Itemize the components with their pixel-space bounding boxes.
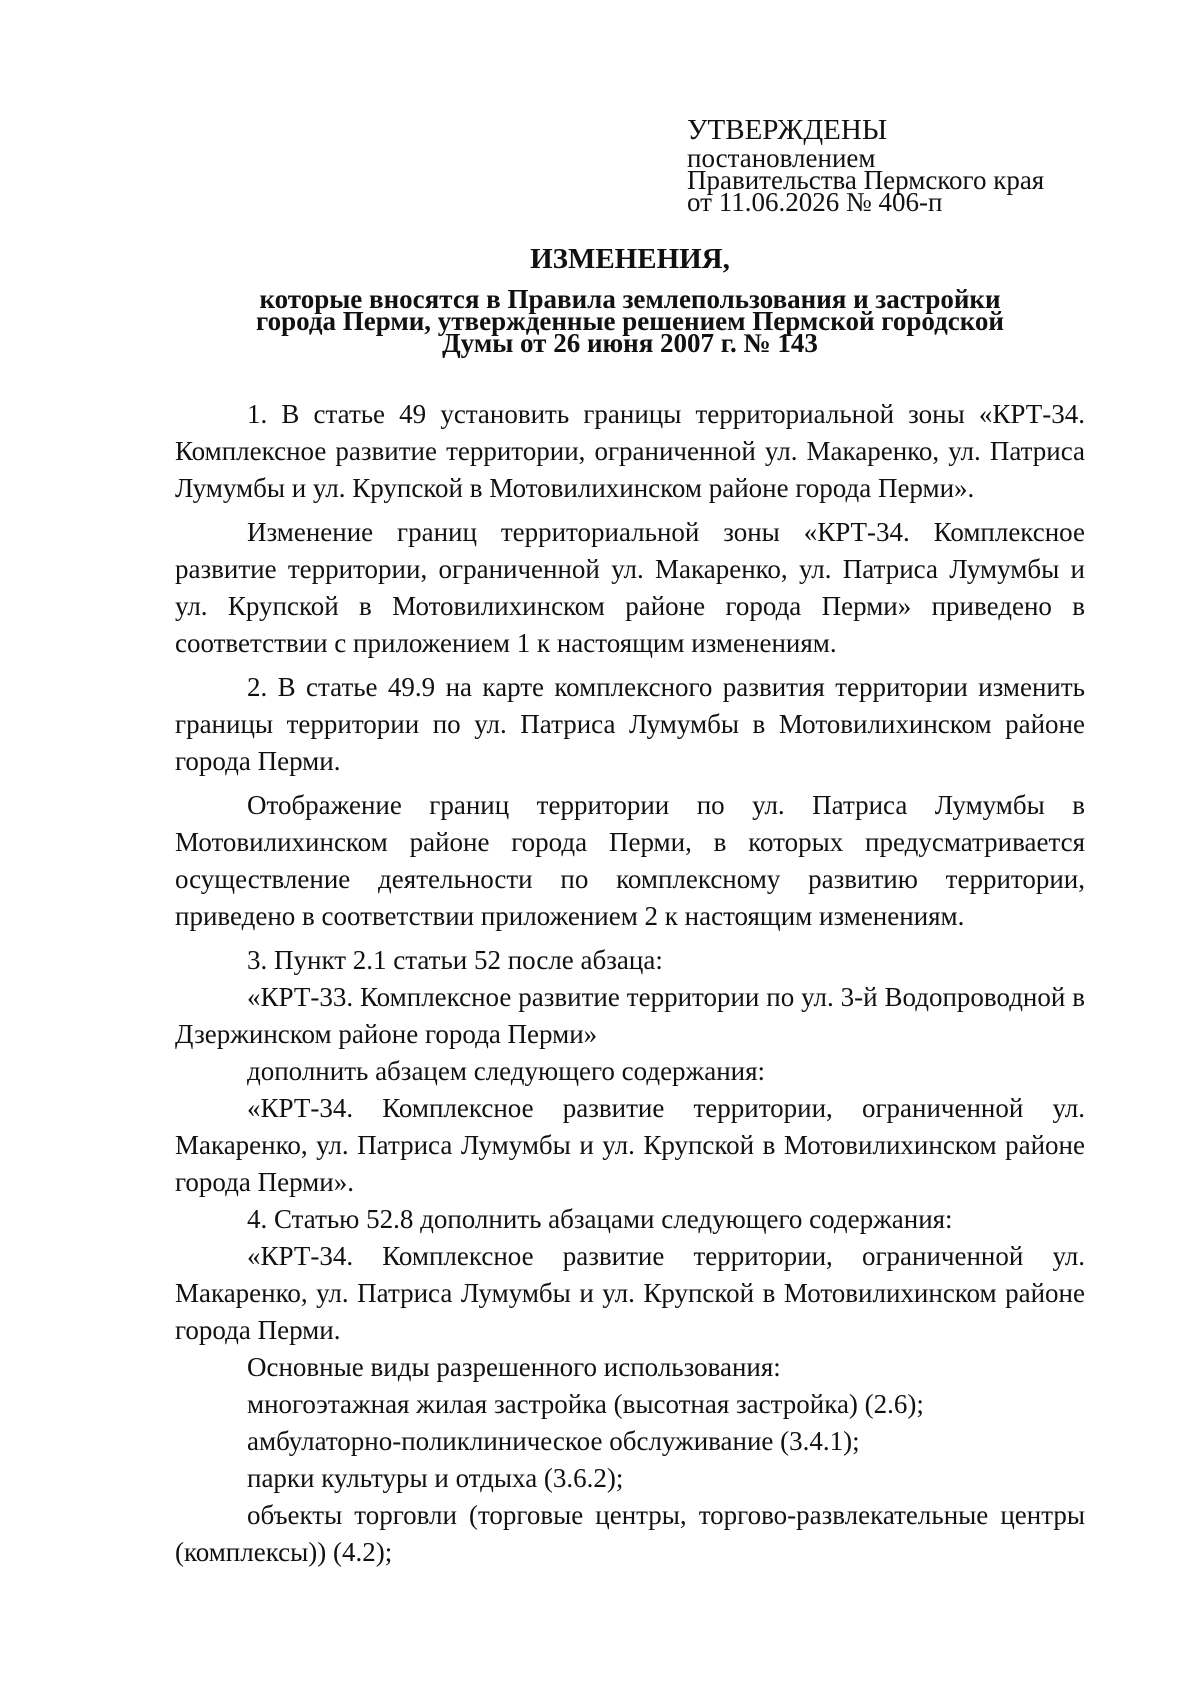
paragraph: Изменение границ территориальной зоны «КРТ-34. Комплексное развитие территории, ограниченной ул. Макаренко, ул. Патриса Лумумбы и ул. Крупской в Мотовилихинском районе города Перми» приведено в соответствии с приложением 1 к настоящим изменениям. <box>175 517 1085 658</box>
document-heading <box>175 242 1085 358</box>
paragraph: объекты торговли (торговые центры, торгово-развлекательные центры (комплексы)) (4.2); <box>175 1500 1085 1567</box>
paragraph: Отображение границ территории по ул. Патриса Лумумбы в Мотовилихинском районе города Перми, в которых предусматривается осуществление деятельности по комплексному развитию территории, приведено в соответствии приложением 2 к настоящим изменениям. <box>175 790 1085 931</box>
heading-title: ИЗМЕНЕНИЯ, <box>530 243 730 275</box>
approval-line: Правительства Пермского края <box>687 165 1045 195</box>
paragraph: Основные виды разрешенного использования: <box>247 1352 781 1382</box>
paragraph: 4. Статью 52.8 дополнить абзацами следующего содержания: <box>247 1204 953 1234</box>
document-body <box>175 396 1085 1571</box>
paragraph: 3. Пункт 2.1 статьи 52 после абзаца: <box>247 945 663 975</box>
paragraph: 2. В статье 49.9 на карте комплексного развития территории изменить границы территории по ул. Патриса Лумумбы в Мотовилихинском районе города Перми. <box>175 672 1085 776</box>
paragraph: 1. В статье 49 установить границы территориальной зоны «КРТ-34. Комплексное развитие территории, ограниченной ул. Макаренко, ул. Патриса Лумумбы и ул. Крупской в Мотовилихинском районе города Перми». <box>175 399 1085 503</box>
heading-line: города Перми, утвержденные решением Пермской городской <box>256 306 1004 336</box>
paragraph: «КРТ-34. Комплексное развитие территории, ограниченной ул. Макаренко, ул. Патриса Лумумбы и ул. Крупской в Мотовилихинском районе города Перми. <box>175 1241 1085 1345</box>
heading-line: Думы от 26 июня 2007 г. № 143 <box>442 328 818 358</box>
paragraph: «КРТ-33. Комплексное развитие территории по ул. 3-й Водопроводной в Дзержинском районе города Перми» <box>175 982 1085 1049</box>
approval-line: постановлением <box>687 143 876 173</box>
approval-block <box>687 113 1107 217</box>
paragraph: амбулаторно-поликлиническое обслуживание (3.4.1); <box>247 1426 860 1456</box>
paragraph: «КРТ-34. Комплексное развитие территории, ограниченной ул. Макаренко, ул. Патриса Лумумбы и ул. Крупской в Мотовилихинском районе города Перми». <box>175 1093 1085 1197</box>
paragraph: многоэтажная жилая застройка (высотная застройка) (2.6); <box>247 1389 924 1419</box>
paragraph: парки культуры и отдыха (3.6.2); <box>247 1463 624 1493</box>
heading-line: которые вносятся в Правила землепользования и застройки <box>259 284 1001 314</box>
paragraph: дополнить абзацем следующего содержания: <box>247 1056 766 1086</box>
approval-title: УТВЕРЖДЕНЫ <box>687 114 888 146</box>
approval-line: от 11.06.2026 № 406-п <box>687 187 943 217</box>
